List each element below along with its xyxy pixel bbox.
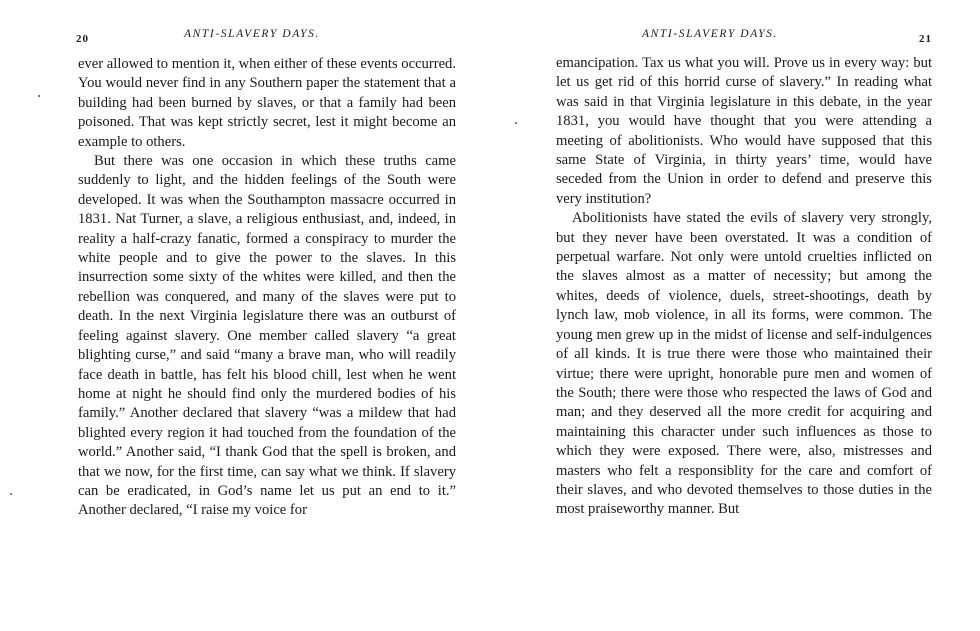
left-running-head: ANTI-SLAVERY DAYS. (184, 28, 321, 40)
right-paragraph-2: Abolitionists have stated the evils of slavery very strongly, but they never have been overstated. It was a condition of perpetual warfare. Not only were untold cruelties inflicted on the slaves almost as a matter of necessity; but among the whites, deeds of violence, duels, street-shootings, death by lynch law, mob violence, in all its forms, were common. The young men grew up in the midst of license and self-indulgences of all kinds. It is true there were those who maintained their virtue; there were upright, honorable pure men and women of the South; there were those who respected the laws of God and man; and they deserved all the more credit for acquiring and maintaining this character under such influences as those to which they were exposed. There were, also, mistresses and masters who felt a responsiblity for the care and comfort of their slaves, and who devoted themselves to those duties in the most praiseworthy manner. But (556, 210, 932, 518)
right-paragraph-1: emancipation. Tax us what you will. Prove us in every way: but let us get rid of this horrid curse of slavery.” In reading what was said in that Virginia legislature in this debate, in the year 1831, you would have thought that you were attending a meeting of abolitionists. Who would have supposed that this same State of Virginia, in thirty years’ time, would have seceded from the Union in order to defend and preserve this very institution? (556, 55, 932, 207)
left-page-number: 20 (76, 33, 89, 45)
right-page (490, 0, 980, 631)
paper-speck (38, 95, 40, 97)
paper-speck (515, 122, 517, 124)
left-page-header (76, 28, 460, 48)
right-page-number: 21 (919, 33, 932, 45)
left-page-body (78, 55, 456, 521)
left-paragraph-1: ever allowed to mention it, when either of these events occurred. You would never find in any Southern paper the statement that a building had been burned by slaves, or that a family had been poisoned. That was kept strictly secret, lest it might become an example to others. (78, 56, 456, 150)
paper-speck (10, 493, 12, 495)
right-running-head: ANTI-SLAVERY DAYS. (642, 28, 779, 40)
left-paragraph-2: But there was one occasion in which these truths came suddenly to light, and the hidden feelings of the South were developed. It was when the Southampton massacre occurred in 1831. Nat Turner, a slave, a religious enthusiast, and, indeed, in reality a half-crazy fanatic, formed a conspiracy to murder the white people and to give the power to the slaves. In this insurrection some sixty of the whites were killed, and then the rebellion was conquered, and many of the slaves were put to death. In the next Virginia legislature there was an outburst of feeling against slavery. One member called slavery “a great blighting curse,” and said “many a brave man, who will readily face death in battle, has felt his blood chill, lest when he went home at night he should find only the murdered bodies of his family.” Another declared that slavery “was a mildew that had blighted every region it had touched from the foundation of the world.” Another said, “I thank God that the spell is broken, and that we now, for the first time, can say what we think. If slavery can be eradicated, in God’s name let us put an end to it.” Another declared, “I raise my voice for (78, 153, 456, 519)
right-page-body (556, 54, 932, 520)
right-page-header (556, 28, 932, 48)
